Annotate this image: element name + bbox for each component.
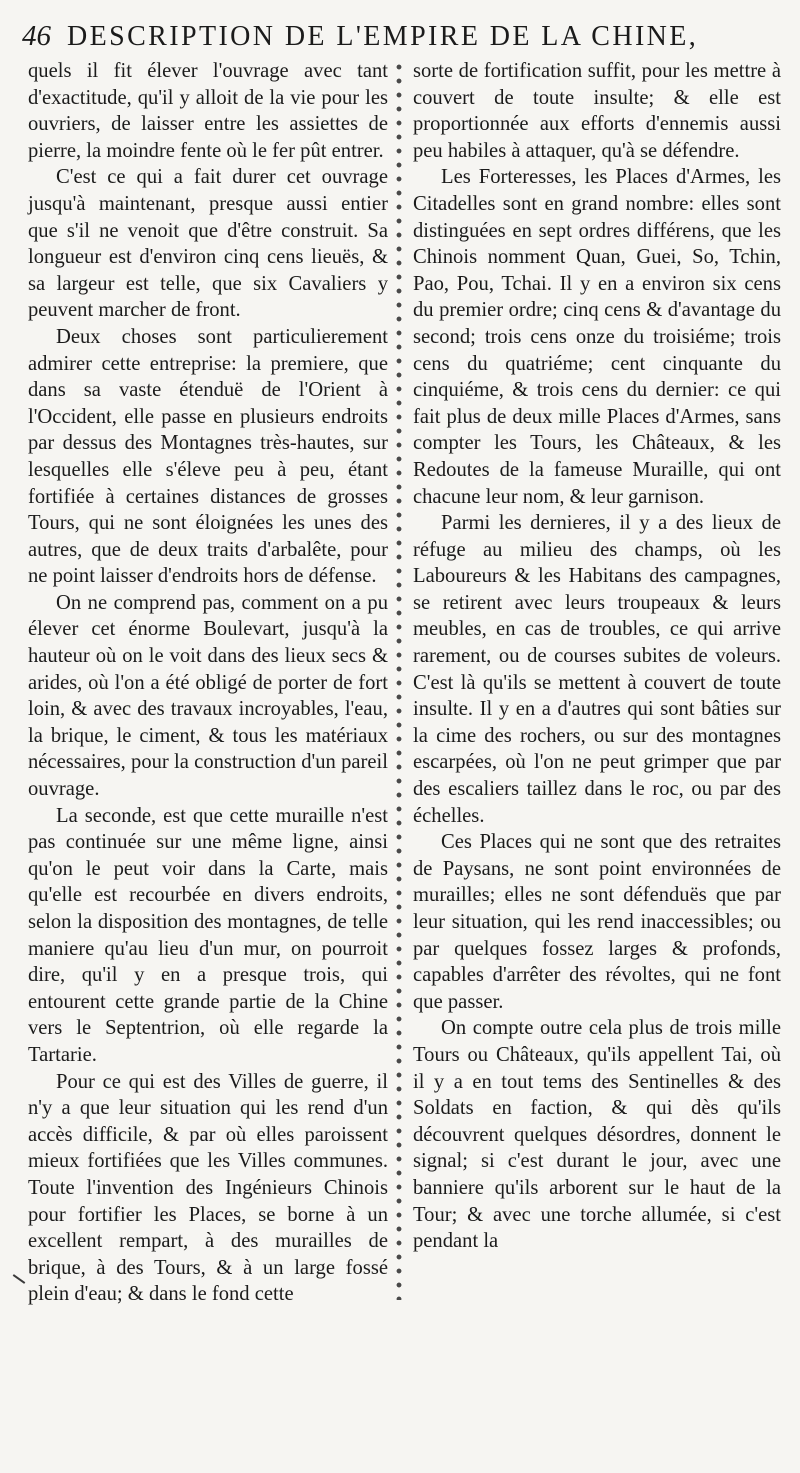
paragraph: Les Forteresses, les Places d'Armes, les Citadelles sont en grand nombre: elles sont distinguées en sept ordres différens, que les Chinois nomment Quan, Guei, So, Tchin, Pao, Pou, Tchai. Il y en a environ six cens du premier ordre; cinq cens & d'avantage du second; trois cens onze du troisiéme; trois cens du quatriéme; cent cinquante du cinquiéme, & trois cens du dernier: ce qui fait plus de deux mille Places d'Armes, sans compter les Tours, les Châteaux, & les Redoutes de la fameuse Muraille, qui ont chacune leur nom, & leur garnison. bbox=[413, 166, 781, 508]
paragraph: Pour ce qui est des Villes de guerre, il n'y a que leur situation qui les rend d'un accès difficile, & par où elles paroissent mieux fortifiées que les Villes communes. Toute l'invention des Ingénieurs Chinois pour fortifier les Places, se borne à un excellent rempart, à des murailles de brique, à des Tours, & à un large fossé plein d'eau; & dans le fond cette bbox=[28, 1070, 388, 1306]
paragraph: Ces Places qui ne sont que des retraites de Paysans, ne sont point environnées de murailles; elles ne sont défenduës que par leur situation, qui les rend inaccessibles; ou par quelques fossez larges & profonds, capables d'arrêter des révoltes, qui ne font que passer. bbox=[413, 831, 781, 1013]
paragraph: Deux choses sont particulierement admirer cette entreprise: la premiere, que dans sa vaste étenduë de l'Orient à l'Occident, elle passe en plusieurs endroits par dessus des Montagnes très-hautes, sur lesquelles elle s'éleve peu à peu, étant fortifiée à certaines distances de grosses Tours, qui ne sont éloignées les unes des autres, que de deux traits d'arbalête, pour ne point laisser d'endroits hors de défense. bbox=[28, 325, 388, 588]
ink-mark bbox=[13, 1274, 26, 1284]
page-number: 46 bbox=[22, 20, 51, 52]
paragraph: La seconde, est que cette muraille n'est pas continuée sur une même ligne, ainsi qu'on le peut voir dans la Carte, mais qu'elle est recourbée en divers endroits, selon la disposition des montagnes, de telle maniere qu'au lieu d'un mur, on pourroit dire, qu'il y en a presque trois, qui entourent cette grande partie de la Chine vers le Septentrion, où elle regarde la Tartarie. bbox=[28, 804, 388, 1066]
ornamental-column-divider bbox=[392, 60, 406, 1300]
paragraph: quels il fit élever l'ouvrage avec tant d'exactitude, qu'il y alloit de la vie pour les ouvriers, de laisser entre les assiettes de pierre, la moindre fente où le fer pût entrer. bbox=[28, 60, 388, 162]
running-title: DESCRIPTION DE L'EMPIRE DE LA CHINE, bbox=[67, 21, 699, 52]
paragraph: Parmi les dernieres, il y a des lieux de réfuge au milieu des champs, où les Laboureurs & les Habitans des campagnes, se retirent avec leurs troupeaux & leurs meubles, en cas de troubles, ce qui arrive rarement, ou de courses subites de voleurs. C'est là qu'ils se mettent à couvert de toute insulte. Il y en a d'autres qui sont bâties sur la cime des rochers, ou sur des montagnes escarpées, où l'on ne peut grimper que par des escaliers taillez dans le roc, ou par des échelles. bbox=[413, 512, 781, 827]
right-column bbox=[413, 58, 781, 1255]
paragraph: On compte outre cela plus de trois mille Tours ou Châteaux, qu'ils appellent Tai, où il y a en tout tems des Sentinelles & des Soldats en faction, & qui dès qu'ils découvrent quelques désordres, donnent le signal; si c'est durant le jour, avec une banniere qu'ils arborent sur le haut de la Tour; & avec une torche allumée, si c'est pendant la bbox=[413, 1017, 781, 1253]
paragraph: sorte de fortification suffit, pour les mettre à couvert de toute insulte; & elle est proportionnée aux efforts d'ennemis aussi peu habiles à attaquer, qu'à se défendre. bbox=[413, 60, 781, 162]
paragraph: On ne comprend pas, comment on a pu élever cet énorme Boulevart, jusqu'à la hauteur où on le voit dans des lieux secs & arides, où l'on a été obligé de porter de fort loin, & avec des travaux incroyables, l'eau, la brique, le ciment, & tous les matériaux nécessaires, pour la construction d'un pareil ouvrage. bbox=[28, 591, 388, 801]
left-column bbox=[28, 58, 388, 1308]
paragraph: C'est ce qui a fait durer cet ouvrage jusqu'à maintenant, presque aussi entier que s'il ne venoit que d'être construit. Sa longueur est d'environ cinq cens lieuës, & sa largeur est telle, que six Cavaliers y peuvent marcher de front. bbox=[28, 166, 388, 322]
running-head bbox=[22, 20, 790, 60]
